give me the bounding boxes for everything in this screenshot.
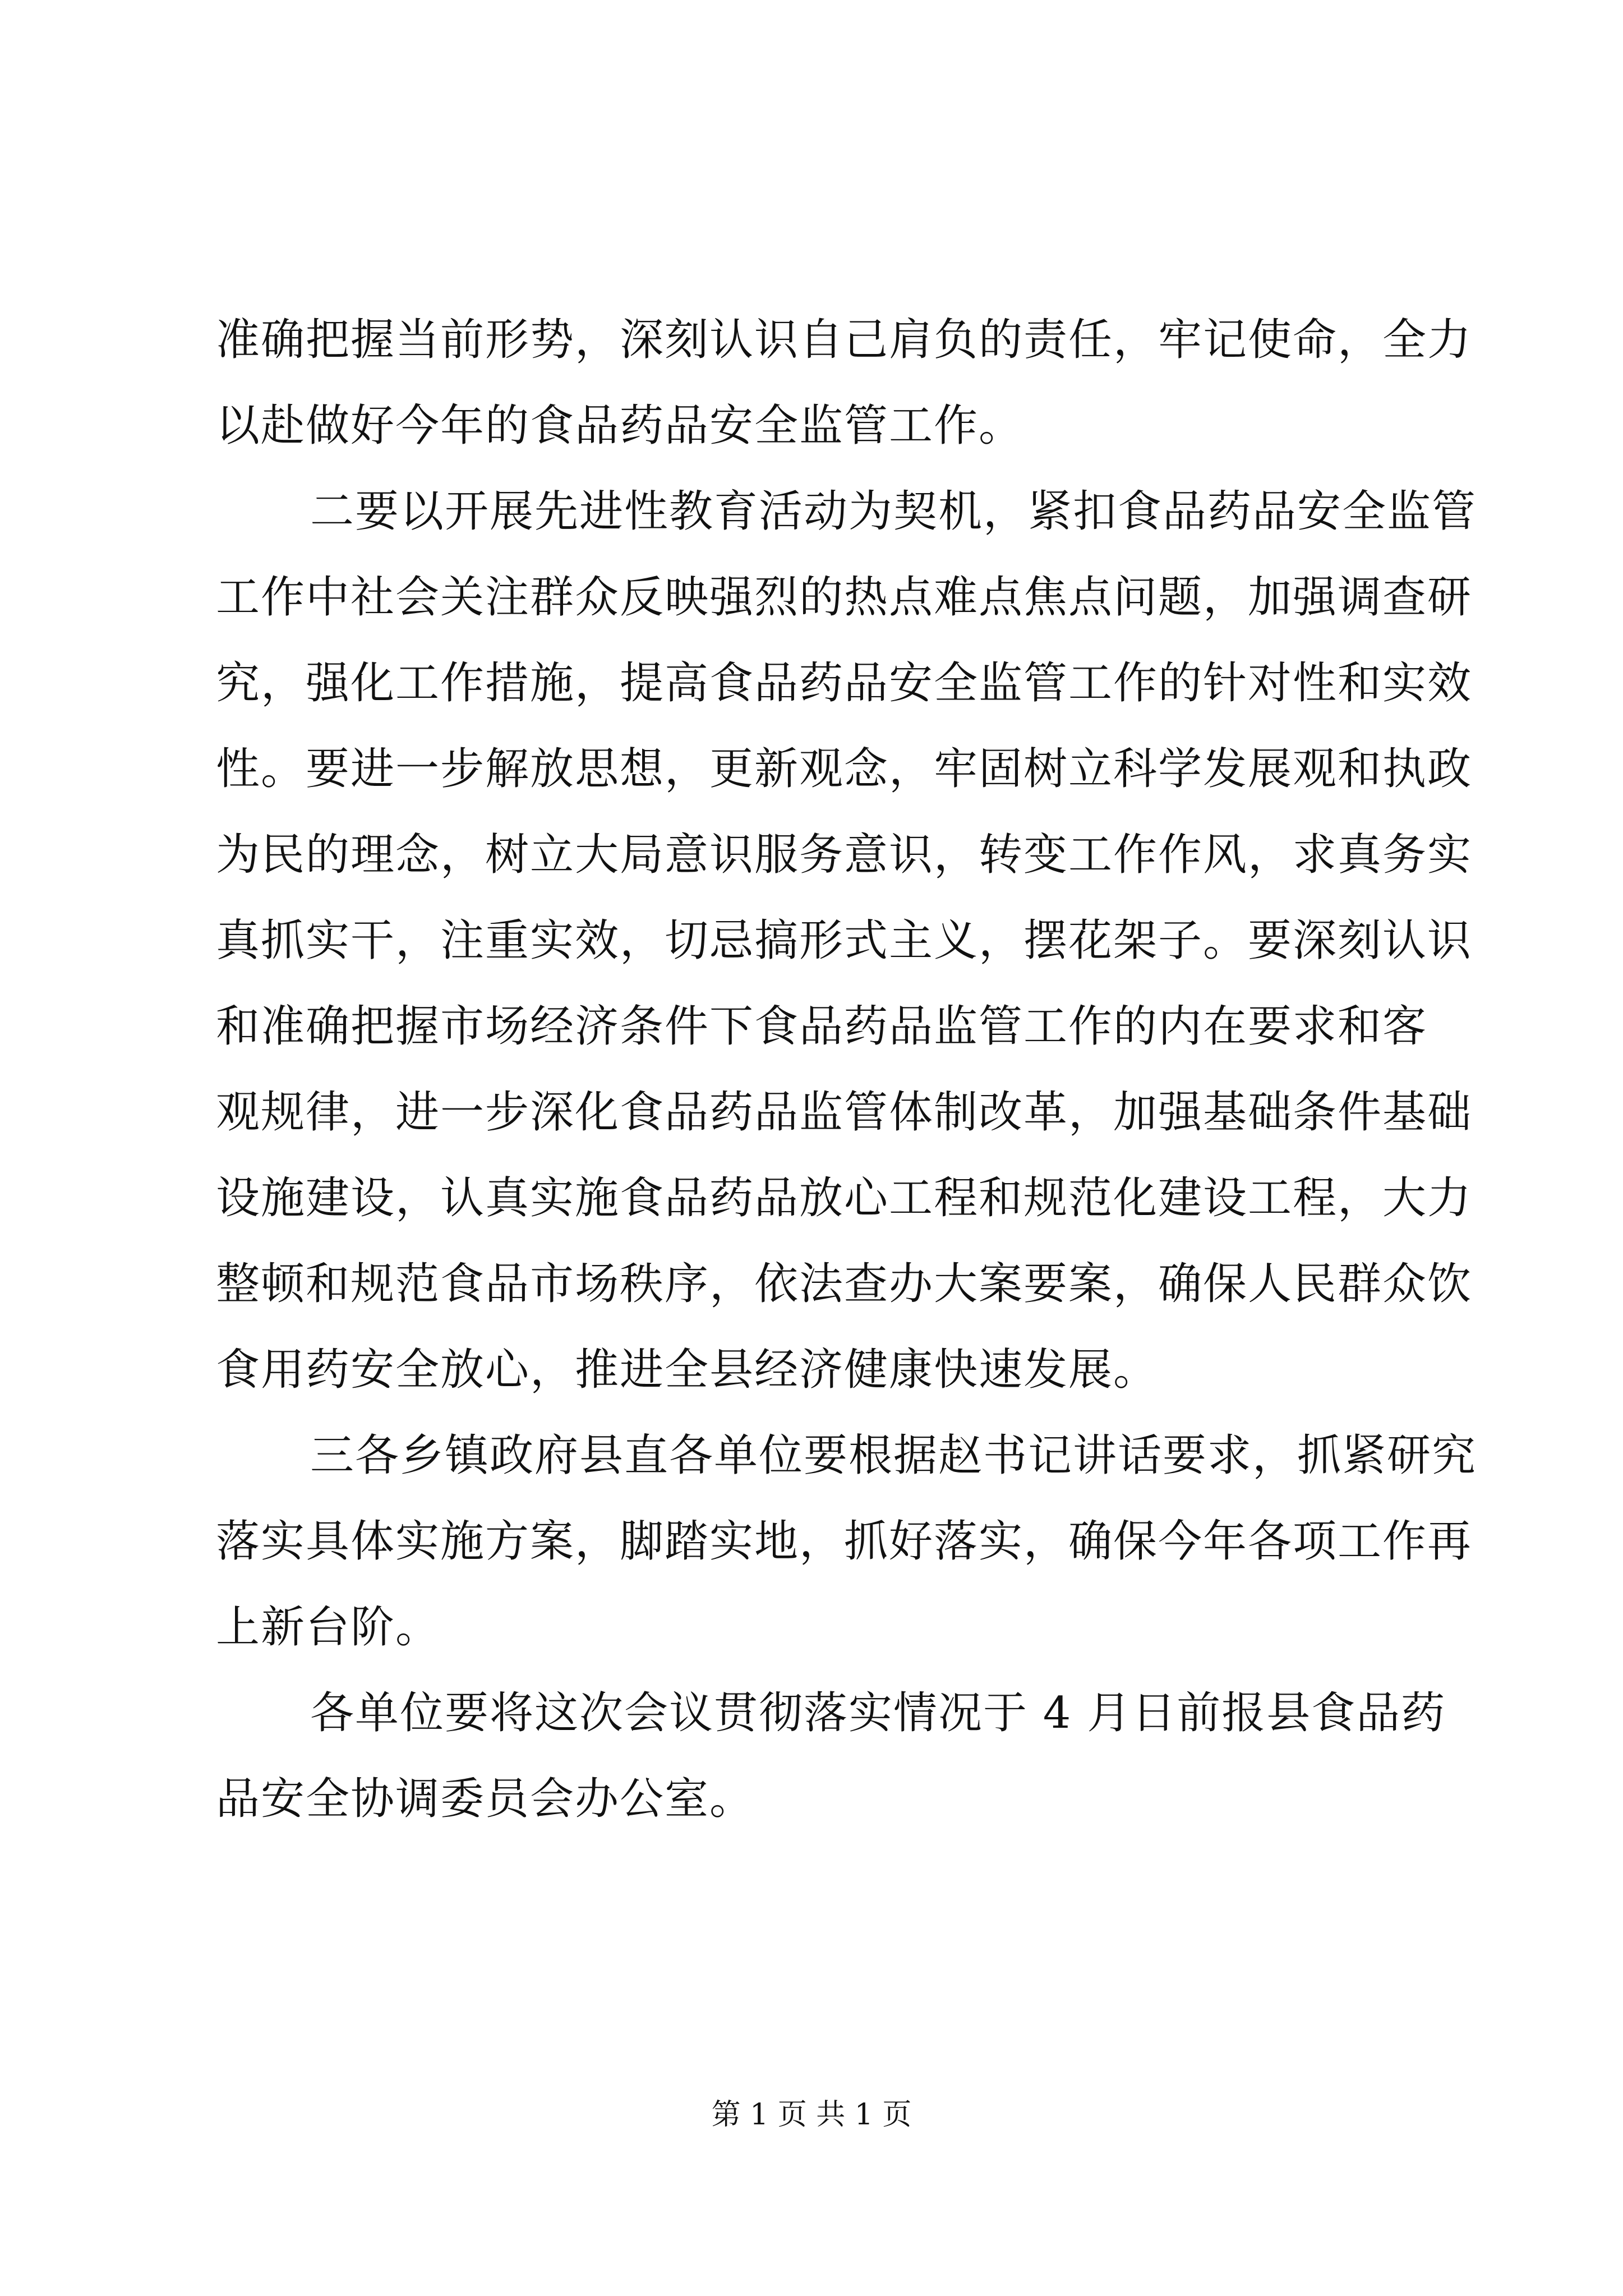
text-line: 真抓实干，注重实效，切忌搞形式主义，摆花架子。要深刻认识 (216, 915, 1473, 966)
text-line: 各单位要将这次会议贯彻落实情况于 4 月日前报县食品药 (310, 1688, 1446, 1738)
paragraph (216, 1413, 1477, 1671)
page-number-footer: 第 1 页 共 1 页 (711, 2098, 912, 2132)
text-line: 工作中社会关注群众反映强烈的热点难点焦点问题，加强调查研 (216, 572, 1473, 623)
text-line: 究，强化工作措施，提高食品药品安全监管工作的针对性和实效 (216, 658, 1473, 708)
paragraph (216, 297, 1473, 469)
text-line: 二要以开展先进性教育活动为契机，紧扣食品药品安全监管 (310, 486, 1477, 537)
text-line: 食用药安全放心，推进全县经济健康快速发展。 (216, 1345, 1159, 1395)
text-line: 设施建设，认真实施食品药品放心工程和规范化建设工程，大力 (216, 1173, 1473, 1223)
text-line: 和准确把握市场经济条件下食品药品监管工作的内在要求和客 (216, 1001, 1428, 1052)
text-line: 整顿和规范食品市场秩序，依法查办大案要案，确保人民群众饮 (216, 1259, 1473, 1309)
text-line: 观规律，进一步深化食品药品监管体制改革，加强基础条件基础 (216, 1087, 1473, 1138)
text-line: 上新台阶。 (216, 1602, 441, 1653)
text-line: 以赴做好今年的食品药品安全监管工作。 (216, 401, 1024, 451)
text-line: 准确把握当前形势，深刻认识自己肩负的责任，牢记使命，全力 (216, 315, 1473, 365)
text-line: 为民的理念，树立大局意识服务意识，转变工作作风，求真务实 (216, 830, 1473, 880)
paragraph (216, 1671, 1446, 1842)
text-line: 落实具体实施方案，脚踏实地，抓好落实，确保今年各项工作再 (216, 1516, 1473, 1567)
text-line: 性。要进一步解放思想，更新观念，牢固树立科学发展观和执政 (216, 744, 1473, 794)
text-line: 三各乡镇政府县直各单位要根据赵书记讲话要求，抓紧研究 (310, 1430, 1477, 1481)
paragraph (216, 469, 1477, 1413)
document-body (216, 297, 1477, 1842)
text-line: 品安全协调委员会办公室。 (216, 1774, 755, 1824)
